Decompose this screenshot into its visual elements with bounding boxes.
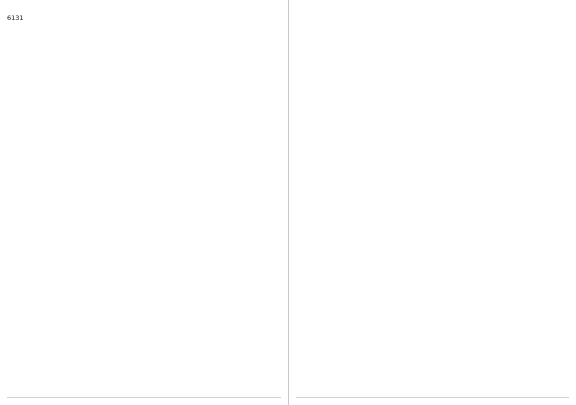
page-header [7,6,281,36]
reference-number: 6131 [7,14,24,22]
right-document-page [288,0,576,405]
page-footer [7,397,281,400]
page-header [296,6,569,36]
document-body [7,42,281,360]
page-footer [296,397,569,400]
document-body [296,42,569,360]
